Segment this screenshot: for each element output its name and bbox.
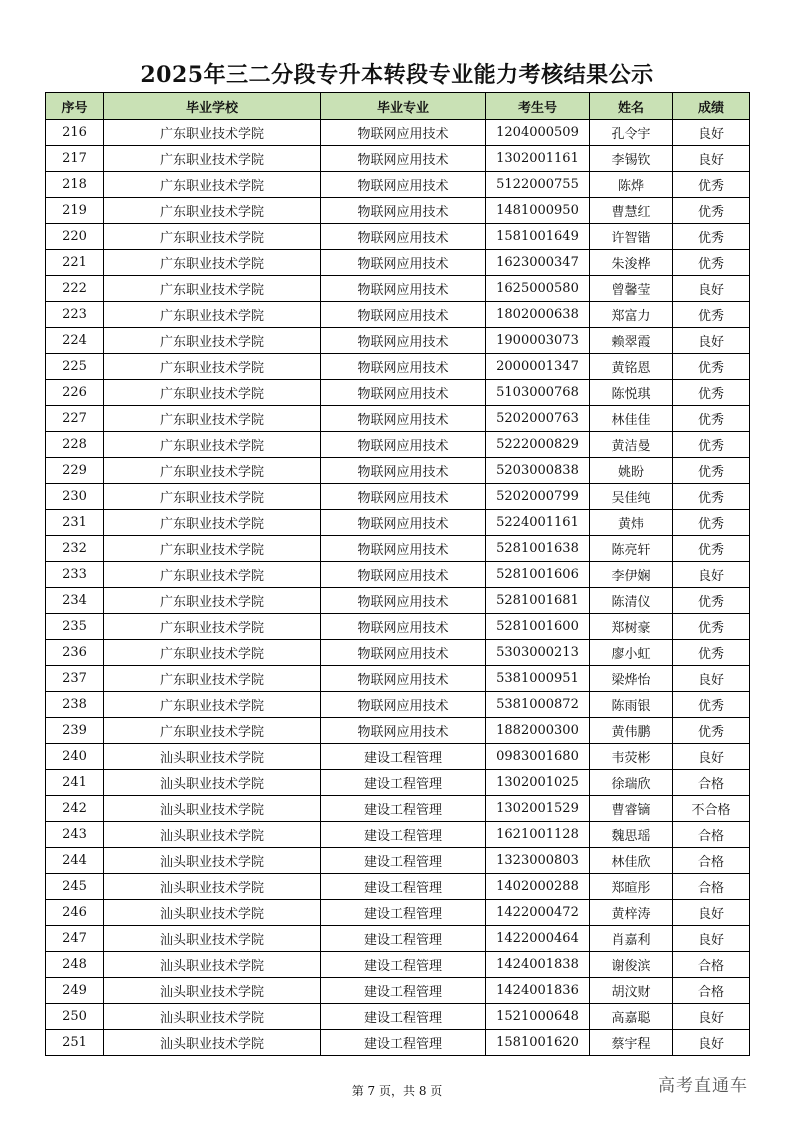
table-row bbox=[46, 588, 750, 614]
cell-major: 建设工程管理 bbox=[321, 1004, 486, 1030]
cell-exam-number: 1900003073 bbox=[486, 328, 590, 354]
cell-major: 物联网应用技术 bbox=[321, 614, 486, 640]
cell-name: 李锡钦 bbox=[590, 146, 673, 172]
cell-name: 林佳佳 bbox=[590, 406, 673, 432]
cell-major: 物联网应用技术 bbox=[321, 120, 486, 146]
cell-result: 优秀 bbox=[673, 692, 750, 718]
cell-exam-number: 1521000648 bbox=[486, 1004, 590, 1030]
table-row bbox=[46, 120, 750, 146]
cell-exam-number: 1424001836 bbox=[486, 978, 590, 1004]
cell-index: 237 bbox=[46, 666, 104, 692]
table-row bbox=[46, 510, 750, 536]
cell-school: 广东职业技术学院 bbox=[104, 172, 321, 198]
cell-result: 优秀 bbox=[673, 536, 750, 562]
cell-result: 优秀 bbox=[673, 172, 750, 198]
table-row bbox=[46, 692, 750, 718]
cell-name: 黄炜 bbox=[590, 510, 673, 536]
cell-result: 优秀 bbox=[673, 432, 750, 458]
cell-index: 250 bbox=[46, 1004, 104, 1030]
table-row bbox=[46, 250, 750, 276]
table-row bbox=[46, 458, 750, 484]
table-row bbox=[46, 302, 750, 328]
cell-major: 物联网应用技术 bbox=[321, 354, 486, 380]
cell-major: 建设工程管理 bbox=[321, 900, 486, 926]
cell-name: 林佳欣 bbox=[590, 848, 673, 874]
cell-result: 合格 bbox=[673, 874, 750, 900]
cell-school: 汕头职业技术学院 bbox=[104, 796, 321, 822]
cell-index: 244 bbox=[46, 848, 104, 874]
cell-major: 物联网应用技术 bbox=[321, 510, 486, 536]
cell-school: 广东职业技术学院 bbox=[104, 666, 321, 692]
cell-exam-number: 1204000509 bbox=[486, 120, 590, 146]
cell-index: 223 bbox=[46, 302, 104, 328]
table-row bbox=[46, 640, 750, 666]
cell-exam-number: 5222000829 bbox=[486, 432, 590, 458]
table-row bbox=[46, 380, 750, 406]
cell-name: 陈悦琪 bbox=[590, 380, 673, 406]
cell-major: 物联网应用技术 bbox=[321, 302, 486, 328]
cell-result: 优秀 bbox=[673, 302, 750, 328]
table-row bbox=[46, 978, 750, 1004]
cell-exam-number: 5202000763 bbox=[486, 406, 590, 432]
cell-school: 广东职业技术学院 bbox=[104, 484, 321, 510]
cell-exam-number: 1323000803 bbox=[486, 848, 590, 874]
cell-result: 良好 bbox=[673, 926, 750, 952]
cell-exam-number: 1302001025 bbox=[486, 770, 590, 796]
cell-index: 233 bbox=[46, 562, 104, 588]
table-row bbox=[46, 614, 750, 640]
table-row bbox=[46, 276, 750, 302]
cell-index: 225 bbox=[46, 354, 104, 380]
col-header-school: 毕业学校 bbox=[104, 93, 321, 120]
cell-name: 朱浚桦 bbox=[590, 250, 673, 276]
cell-result: 良好 bbox=[673, 562, 750, 588]
table-row bbox=[46, 562, 750, 588]
cell-name: 黄伟鹏 bbox=[590, 718, 673, 744]
cell-school: 汕头职业技术学院 bbox=[104, 874, 321, 900]
cell-major: 物联网应用技术 bbox=[321, 276, 486, 302]
cell-name: 黄梓涛 bbox=[590, 900, 673, 926]
col-header-exam-number: 考生号 bbox=[486, 93, 590, 120]
cell-major: 物联网应用技术 bbox=[321, 328, 486, 354]
cell-school: 广东职业技术学院 bbox=[104, 120, 321, 146]
cell-name: 李伊娴 bbox=[590, 562, 673, 588]
table-row bbox=[46, 900, 750, 926]
cell-exam-number: 1882000300 bbox=[486, 718, 590, 744]
cell-name: 曹慧红 bbox=[590, 198, 673, 224]
table-row bbox=[46, 848, 750, 874]
cell-index: 251 bbox=[46, 1030, 104, 1056]
cell-school: 汕头职业技术学院 bbox=[104, 744, 321, 770]
cell-major: 建设工程管理 bbox=[321, 770, 486, 796]
cell-index: 230 bbox=[46, 484, 104, 510]
table-row bbox=[46, 328, 750, 354]
cell-school: 广东职业技术学院 bbox=[104, 692, 321, 718]
cell-exam-number: 1422000464 bbox=[486, 926, 590, 952]
cell-exam-number: 1302001529 bbox=[486, 796, 590, 822]
cell-major: 物联网应用技术 bbox=[321, 406, 486, 432]
cell-exam-number: 5203000838 bbox=[486, 458, 590, 484]
cell-major: 物联网应用技术 bbox=[321, 224, 486, 250]
cell-result: 良好 bbox=[673, 276, 750, 302]
cell-index: 231 bbox=[46, 510, 104, 536]
cell-school: 广东职业技术学院 bbox=[104, 640, 321, 666]
cell-index: 229 bbox=[46, 458, 104, 484]
cell-exam-number: 1621001128 bbox=[486, 822, 590, 848]
cell-name: 廖小虹 bbox=[590, 640, 673, 666]
table-row bbox=[46, 224, 750, 250]
cell-school: 汕头职业技术学院 bbox=[104, 848, 321, 874]
cell-index: 246 bbox=[46, 900, 104, 926]
cell-index: 247 bbox=[46, 926, 104, 952]
cell-school: 广东职业技术学院 bbox=[104, 354, 321, 380]
table-row bbox=[46, 1004, 750, 1030]
cell-exam-number: 5381000872 bbox=[486, 692, 590, 718]
cell-exam-number: 1623000347 bbox=[486, 250, 590, 276]
watermark-text: 高考直通车 bbox=[658, 1076, 748, 1096]
cell-index: 224 bbox=[46, 328, 104, 354]
table-row bbox=[46, 718, 750, 744]
table-row bbox=[46, 952, 750, 978]
cell-result: 优秀 bbox=[673, 406, 750, 432]
cell-exam-number: 1402000288 bbox=[486, 874, 590, 900]
cell-result: 良好 bbox=[673, 120, 750, 146]
cell-school: 广东职业技术学院 bbox=[104, 562, 321, 588]
table-row bbox=[46, 484, 750, 510]
cell-name: 黄铭恩 bbox=[590, 354, 673, 380]
cell-index: 222 bbox=[46, 276, 104, 302]
cell-exam-number: 2000001347 bbox=[486, 354, 590, 380]
cell-major: 物联网应用技术 bbox=[321, 640, 486, 666]
cell-name: 谢俊滨 bbox=[590, 952, 673, 978]
cell-name: 魏思瑶 bbox=[590, 822, 673, 848]
cell-school: 广东职业技术学院 bbox=[104, 718, 321, 744]
cell-school: 广东职业技术学院 bbox=[104, 276, 321, 302]
cell-major: 物联网应用技术 bbox=[321, 458, 486, 484]
cell-name: 肖嘉利 bbox=[590, 926, 673, 952]
cell-school: 广东职业技术学院 bbox=[104, 146, 321, 172]
cell-name: 曾馨莹 bbox=[590, 276, 673, 302]
cell-index: 227 bbox=[46, 406, 104, 432]
cell-exam-number: 5224001161 bbox=[486, 510, 590, 536]
table-row bbox=[46, 666, 750, 692]
cell-result: 优秀 bbox=[673, 250, 750, 276]
cell-index: 242 bbox=[46, 796, 104, 822]
cell-major: 建设工程管理 bbox=[321, 978, 486, 1004]
cell-index: 218 bbox=[46, 172, 104, 198]
cell-index: 219 bbox=[46, 198, 104, 224]
cell-school: 广东职业技术学院 bbox=[104, 224, 321, 250]
cell-result: 不合格 bbox=[673, 796, 750, 822]
cell-school: 汕头职业技术学院 bbox=[104, 926, 321, 952]
cell-result: 优秀 bbox=[673, 484, 750, 510]
cell-exam-number: 1581001620 bbox=[486, 1030, 590, 1056]
cell-exam-number: 0983001680 bbox=[486, 744, 590, 770]
cell-major: 建设工程管理 bbox=[321, 744, 486, 770]
cell-major: 物联网应用技术 bbox=[321, 146, 486, 172]
table-row bbox=[46, 822, 750, 848]
table-row bbox=[46, 770, 750, 796]
cell-index: 249 bbox=[46, 978, 104, 1004]
cell-major: 物联网应用技术 bbox=[321, 250, 486, 276]
cell-school: 广东职业技术学院 bbox=[104, 380, 321, 406]
cell-result: 良好 bbox=[673, 1004, 750, 1030]
cell-school: 汕头职业技术学院 bbox=[104, 1030, 321, 1056]
cell-exam-number: 5281001606 bbox=[486, 562, 590, 588]
cell-result: 良好 bbox=[673, 666, 750, 692]
table-row bbox=[46, 198, 750, 224]
cell-result: 优秀 bbox=[673, 354, 750, 380]
cell-major: 建设工程管理 bbox=[321, 926, 486, 952]
cell-major: 建设工程管理 bbox=[321, 1030, 486, 1056]
cell-index: 236 bbox=[46, 640, 104, 666]
cell-index: 216 bbox=[46, 120, 104, 146]
cell-major: 建设工程管理 bbox=[321, 848, 486, 874]
cell-exam-number: 1422000472 bbox=[486, 900, 590, 926]
cell-index: 234 bbox=[46, 588, 104, 614]
cell-major: 建设工程管理 bbox=[321, 952, 486, 978]
cell-name: 孔令宇 bbox=[590, 120, 673, 146]
cell-name: 许智锴 bbox=[590, 224, 673, 250]
results-table bbox=[45, 92, 750, 1056]
cell-index: 232 bbox=[46, 536, 104, 562]
cell-exam-number: 5281001600 bbox=[486, 614, 590, 640]
cell-name: 陈清仪 bbox=[590, 588, 673, 614]
table-row bbox=[46, 536, 750, 562]
cell-major: 建设工程管理 bbox=[321, 822, 486, 848]
cell-result: 优秀 bbox=[673, 640, 750, 666]
cell-school: 广东职业技术学院 bbox=[104, 536, 321, 562]
cell-exam-number: 5202000799 bbox=[486, 484, 590, 510]
cell-name: 吴佳纯 bbox=[590, 484, 673, 510]
table-row bbox=[46, 874, 750, 900]
cell-index: 243 bbox=[46, 822, 104, 848]
cell-school: 广东职业技术学院 bbox=[104, 432, 321, 458]
cell-major: 物联网应用技术 bbox=[321, 692, 486, 718]
table-row bbox=[46, 432, 750, 458]
col-header-name: 姓名 bbox=[590, 93, 673, 120]
cell-school: 广东职业技术学院 bbox=[104, 588, 321, 614]
table-row bbox=[46, 744, 750, 770]
cell-school: 汕头职业技术学院 bbox=[104, 1004, 321, 1030]
cell-name: 陈亮轩 bbox=[590, 536, 673, 562]
cell-exam-number: 5281001638 bbox=[486, 536, 590, 562]
cell-major: 物联网应用技术 bbox=[321, 380, 486, 406]
cell-name: 姚盼 bbox=[590, 458, 673, 484]
table-row bbox=[46, 146, 750, 172]
cell-result: 良好 bbox=[673, 1030, 750, 1056]
cell-result: 合格 bbox=[673, 952, 750, 978]
cell-result: 合格 bbox=[673, 822, 750, 848]
cell-name: 高嘉聪 bbox=[590, 1004, 673, 1030]
cell-result: 良好 bbox=[673, 146, 750, 172]
cell-school: 广东职业技术学院 bbox=[104, 406, 321, 432]
cell-result: 合格 bbox=[673, 770, 750, 796]
cell-result: 优秀 bbox=[673, 458, 750, 484]
cell-result: 优秀 bbox=[673, 198, 750, 224]
cell-index: 228 bbox=[46, 432, 104, 458]
cell-result: 优秀 bbox=[673, 588, 750, 614]
cell-result: 合格 bbox=[673, 848, 750, 874]
cell-exam-number: 1581001649 bbox=[486, 224, 590, 250]
cell-school: 广东职业技术学院 bbox=[104, 198, 321, 224]
cell-name: 曹睿镝 bbox=[590, 796, 673, 822]
cell-major: 物联网应用技术 bbox=[321, 588, 486, 614]
cell-school: 汕头职业技术学院 bbox=[104, 978, 321, 1004]
cell-major: 物联网应用技术 bbox=[321, 172, 486, 198]
document-title: 2025年三二分段专升本转段专业能力考核结果公示 bbox=[140, 62, 654, 88]
cell-major: 物联网应用技术 bbox=[321, 198, 486, 224]
cell-index: 226 bbox=[46, 380, 104, 406]
cell-exam-number: 5303000213 bbox=[486, 640, 590, 666]
cell-exam-number: 5381000951 bbox=[486, 666, 590, 692]
cell-result: 良好 bbox=[673, 744, 750, 770]
cell-school: 广东职业技术学院 bbox=[104, 250, 321, 276]
cell-index: 220 bbox=[46, 224, 104, 250]
cell-name: 陈烨 bbox=[590, 172, 673, 198]
cell-index: 221 bbox=[46, 250, 104, 276]
cell-exam-number: 1625000580 bbox=[486, 276, 590, 302]
cell-result: 良好 bbox=[673, 900, 750, 926]
table-row bbox=[46, 926, 750, 952]
table-body bbox=[46, 120, 750, 1056]
cell-name: 韦荧彬 bbox=[590, 744, 673, 770]
table-row bbox=[46, 406, 750, 432]
cell-school: 广东职业技术学院 bbox=[104, 302, 321, 328]
cell-result: 优秀 bbox=[673, 510, 750, 536]
cell-school: 广东职业技术学院 bbox=[104, 458, 321, 484]
cell-name: 赖翠霞 bbox=[590, 328, 673, 354]
cell-name: 郑暄彤 bbox=[590, 874, 673, 900]
cell-name: 胡汶财 bbox=[590, 978, 673, 1004]
cell-index: 235 bbox=[46, 614, 104, 640]
cell-name: 陈雨银 bbox=[590, 692, 673, 718]
cell-exam-number: 1424001838 bbox=[486, 952, 590, 978]
cell-result: 良好 bbox=[673, 328, 750, 354]
cell-exam-number: 1481000950 bbox=[486, 198, 590, 224]
cell-school: 广东职业技术学院 bbox=[104, 328, 321, 354]
cell-name: 蔡宇程 bbox=[590, 1030, 673, 1056]
cell-major: 物联网应用技术 bbox=[321, 666, 486, 692]
cell-exam-number: 5281001681 bbox=[486, 588, 590, 614]
cell-exam-number: 5122000755 bbox=[486, 172, 590, 198]
cell-result: 优秀 bbox=[673, 380, 750, 406]
cell-index: 217 bbox=[46, 146, 104, 172]
cell-result: 合格 bbox=[673, 978, 750, 1004]
cell-name: 梁烨怡 bbox=[590, 666, 673, 692]
cell-school: 广东职业技术学院 bbox=[104, 510, 321, 536]
table-row bbox=[46, 172, 750, 198]
page-footer: 第 7 页，共 8 页 bbox=[351, 1084, 443, 1098]
cell-index: 239 bbox=[46, 718, 104, 744]
cell-school: 广东职业技术学院 bbox=[104, 614, 321, 640]
cell-name: 郑树豪 bbox=[590, 614, 673, 640]
cell-name: 徐瑞欣 bbox=[590, 770, 673, 796]
cell-result: 优秀 bbox=[673, 718, 750, 744]
cell-major: 物联网应用技术 bbox=[321, 432, 486, 458]
cell-index: 245 bbox=[46, 874, 104, 900]
cell-result: 优秀 bbox=[673, 224, 750, 250]
cell-exam-number: 5103000768 bbox=[486, 380, 590, 406]
cell-name: 郑富力 bbox=[590, 302, 673, 328]
cell-exam-number: 1802000638 bbox=[486, 302, 590, 328]
table-row bbox=[46, 354, 750, 380]
table-row bbox=[46, 796, 750, 822]
cell-major: 物联网应用技术 bbox=[321, 562, 486, 588]
cell-major: 建设工程管理 bbox=[321, 796, 486, 822]
col-header-result: 成绩 bbox=[673, 93, 750, 120]
cell-index: 248 bbox=[46, 952, 104, 978]
cell-result: 优秀 bbox=[673, 614, 750, 640]
cell-school: 汕头职业技术学院 bbox=[104, 900, 321, 926]
cell-index: 238 bbox=[46, 692, 104, 718]
table-header-row bbox=[46, 93, 750, 120]
cell-index: 240 bbox=[46, 744, 104, 770]
cell-major: 物联网应用技术 bbox=[321, 484, 486, 510]
cell-index: 241 bbox=[46, 770, 104, 796]
cell-major: 物联网应用技术 bbox=[321, 718, 486, 744]
table-row bbox=[46, 1030, 750, 1056]
cell-name: 黄洁曼 bbox=[590, 432, 673, 458]
col-header-index: 序号 bbox=[46, 93, 104, 120]
cell-school: 汕头职业技术学院 bbox=[104, 822, 321, 848]
col-header-major: 毕业专业 bbox=[321, 93, 486, 120]
cell-exam-number: 1302001161 bbox=[486, 146, 590, 172]
cell-major: 物联网应用技术 bbox=[321, 536, 486, 562]
cell-school: 汕头职业技术学院 bbox=[104, 952, 321, 978]
cell-school: 汕头职业技术学院 bbox=[104, 770, 321, 796]
cell-major: 建设工程管理 bbox=[321, 874, 486, 900]
